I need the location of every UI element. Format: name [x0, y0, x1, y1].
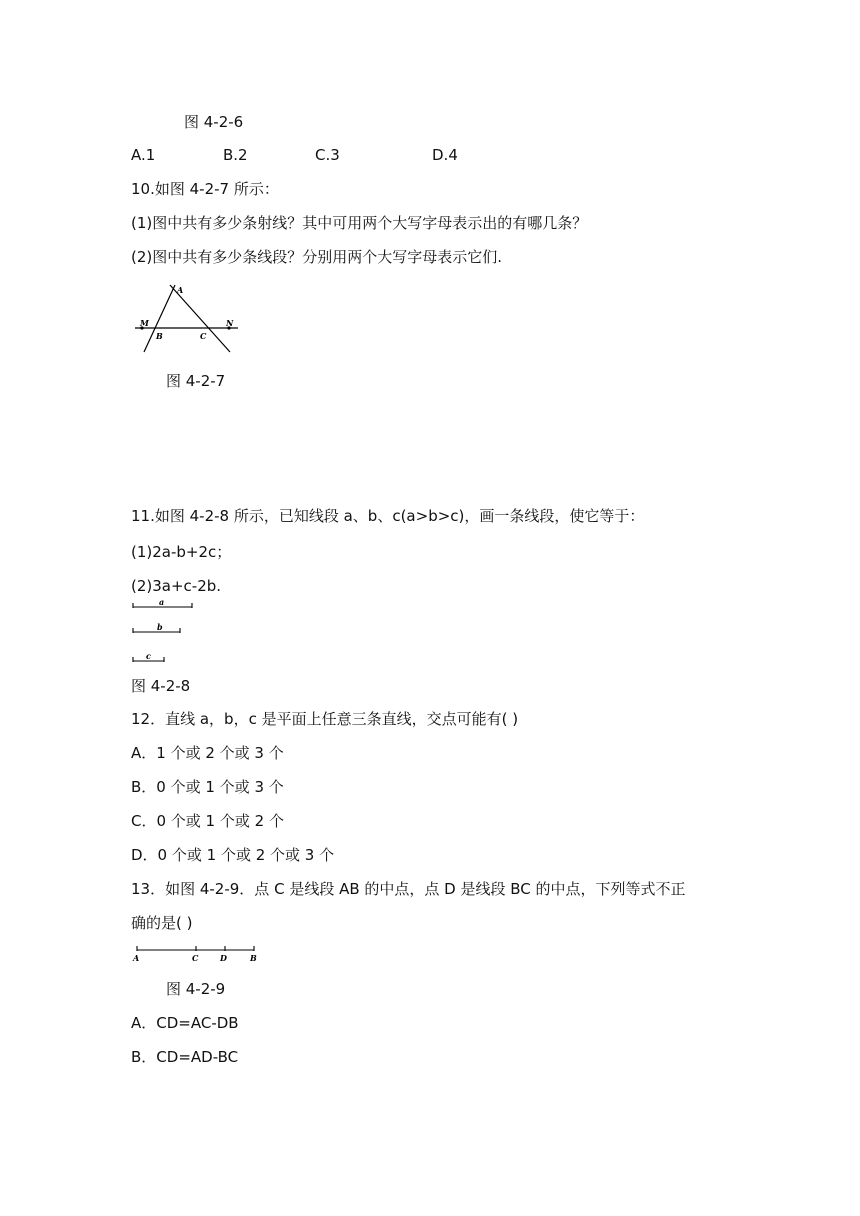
q9-option-c: C.3 [315, 146, 340, 164]
q13-option-a: A．CD=AC-DB [131, 1014, 239, 1032]
q12-option-d: D．0 个或 1 个或 2 个或 3 个 [131, 846, 335, 864]
q12-option-c: C．0 个或 1 个或 2 个 [131, 812, 284, 830]
segment-a [133, 597, 192, 608]
figure-caption-4-2-9: 图 4-2-9 [166, 980, 226, 998]
q13-stem-line-1: 13．如图 4-2-9．点 C 是线段 AB 的中点，点 D 是线段 BC 的中点，下列等式不正 [131, 880, 686, 898]
q9-option-d: D.4 [432, 146, 458, 164]
q10-part-1: (1)图中共有多少条射线？其中可用两个大写字母表示出的有哪几条？ [131, 214, 588, 232]
label-a: A [177, 285, 184, 295]
segment-label-c: c [146, 651, 151, 661]
q12-stem: 12．直线 a，b，c 是平面上任意三条直线，交点可能有( ) [131, 710, 519, 728]
segment-label-b: b [157, 622, 163, 632]
line-ac [170, 285, 230, 352]
label-m: M [140, 318, 149, 328]
point-label-c: C [192, 953, 199, 963]
figure-caption-4-2-7: 图 4-2-7 [166, 372, 226, 390]
label-b: B [156, 331, 163, 341]
q13-option-b: B．CD=AD-BC [131, 1048, 239, 1066]
q11-part-1: (1)2a-b+2c； [131, 543, 232, 561]
q13-stem-line-2: 确的是( ) [131, 914, 193, 932]
q11-stem: 11.如图 4-2-8 所示，已知线段 a、b、c(a>b>c)，画一条线段，使它等于： [131, 507, 645, 525]
q10-part-2: (2)图中共有多少条线段？分别用两个大写字母表示它们. [131, 248, 503, 266]
label-n: N [226, 318, 234, 328]
q9-option-b: B.2 [223, 146, 248, 164]
figure-4-2-9-segment [130, 944, 260, 966]
q12-option-b: B．0 个或 1 个或 3 个 [131, 778, 284, 796]
figure-caption-4-2-6: 图 4-2-6 [184, 113, 244, 131]
point-label-a: A [133, 953, 140, 963]
q12-option-a: A．1 个或 2 个或 3 个 [131, 744, 284, 762]
figure-4-2-7-triangle [130, 282, 245, 357]
q10-stem: 10.如图 4-2-7 所示： [131, 180, 279, 198]
point-label-b: B [250, 953, 257, 963]
q11-part-2: (2)3a+c-2b. [131, 577, 222, 595]
figure-caption-4-2-8: 图 4-2-8 [131, 677, 191, 695]
segment-label-a: a [159, 597, 165, 607]
point-label-d: D [220, 953, 227, 963]
segment-c [133, 651, 164, 662]
segment-b [133, 622, 180, 633]
label-c: C [200, 331, 207, 341]
q9-option-a: A.1 [131, 146, 156, 164]
figure-4-2-8-segments [130, 596, 200, 666]
